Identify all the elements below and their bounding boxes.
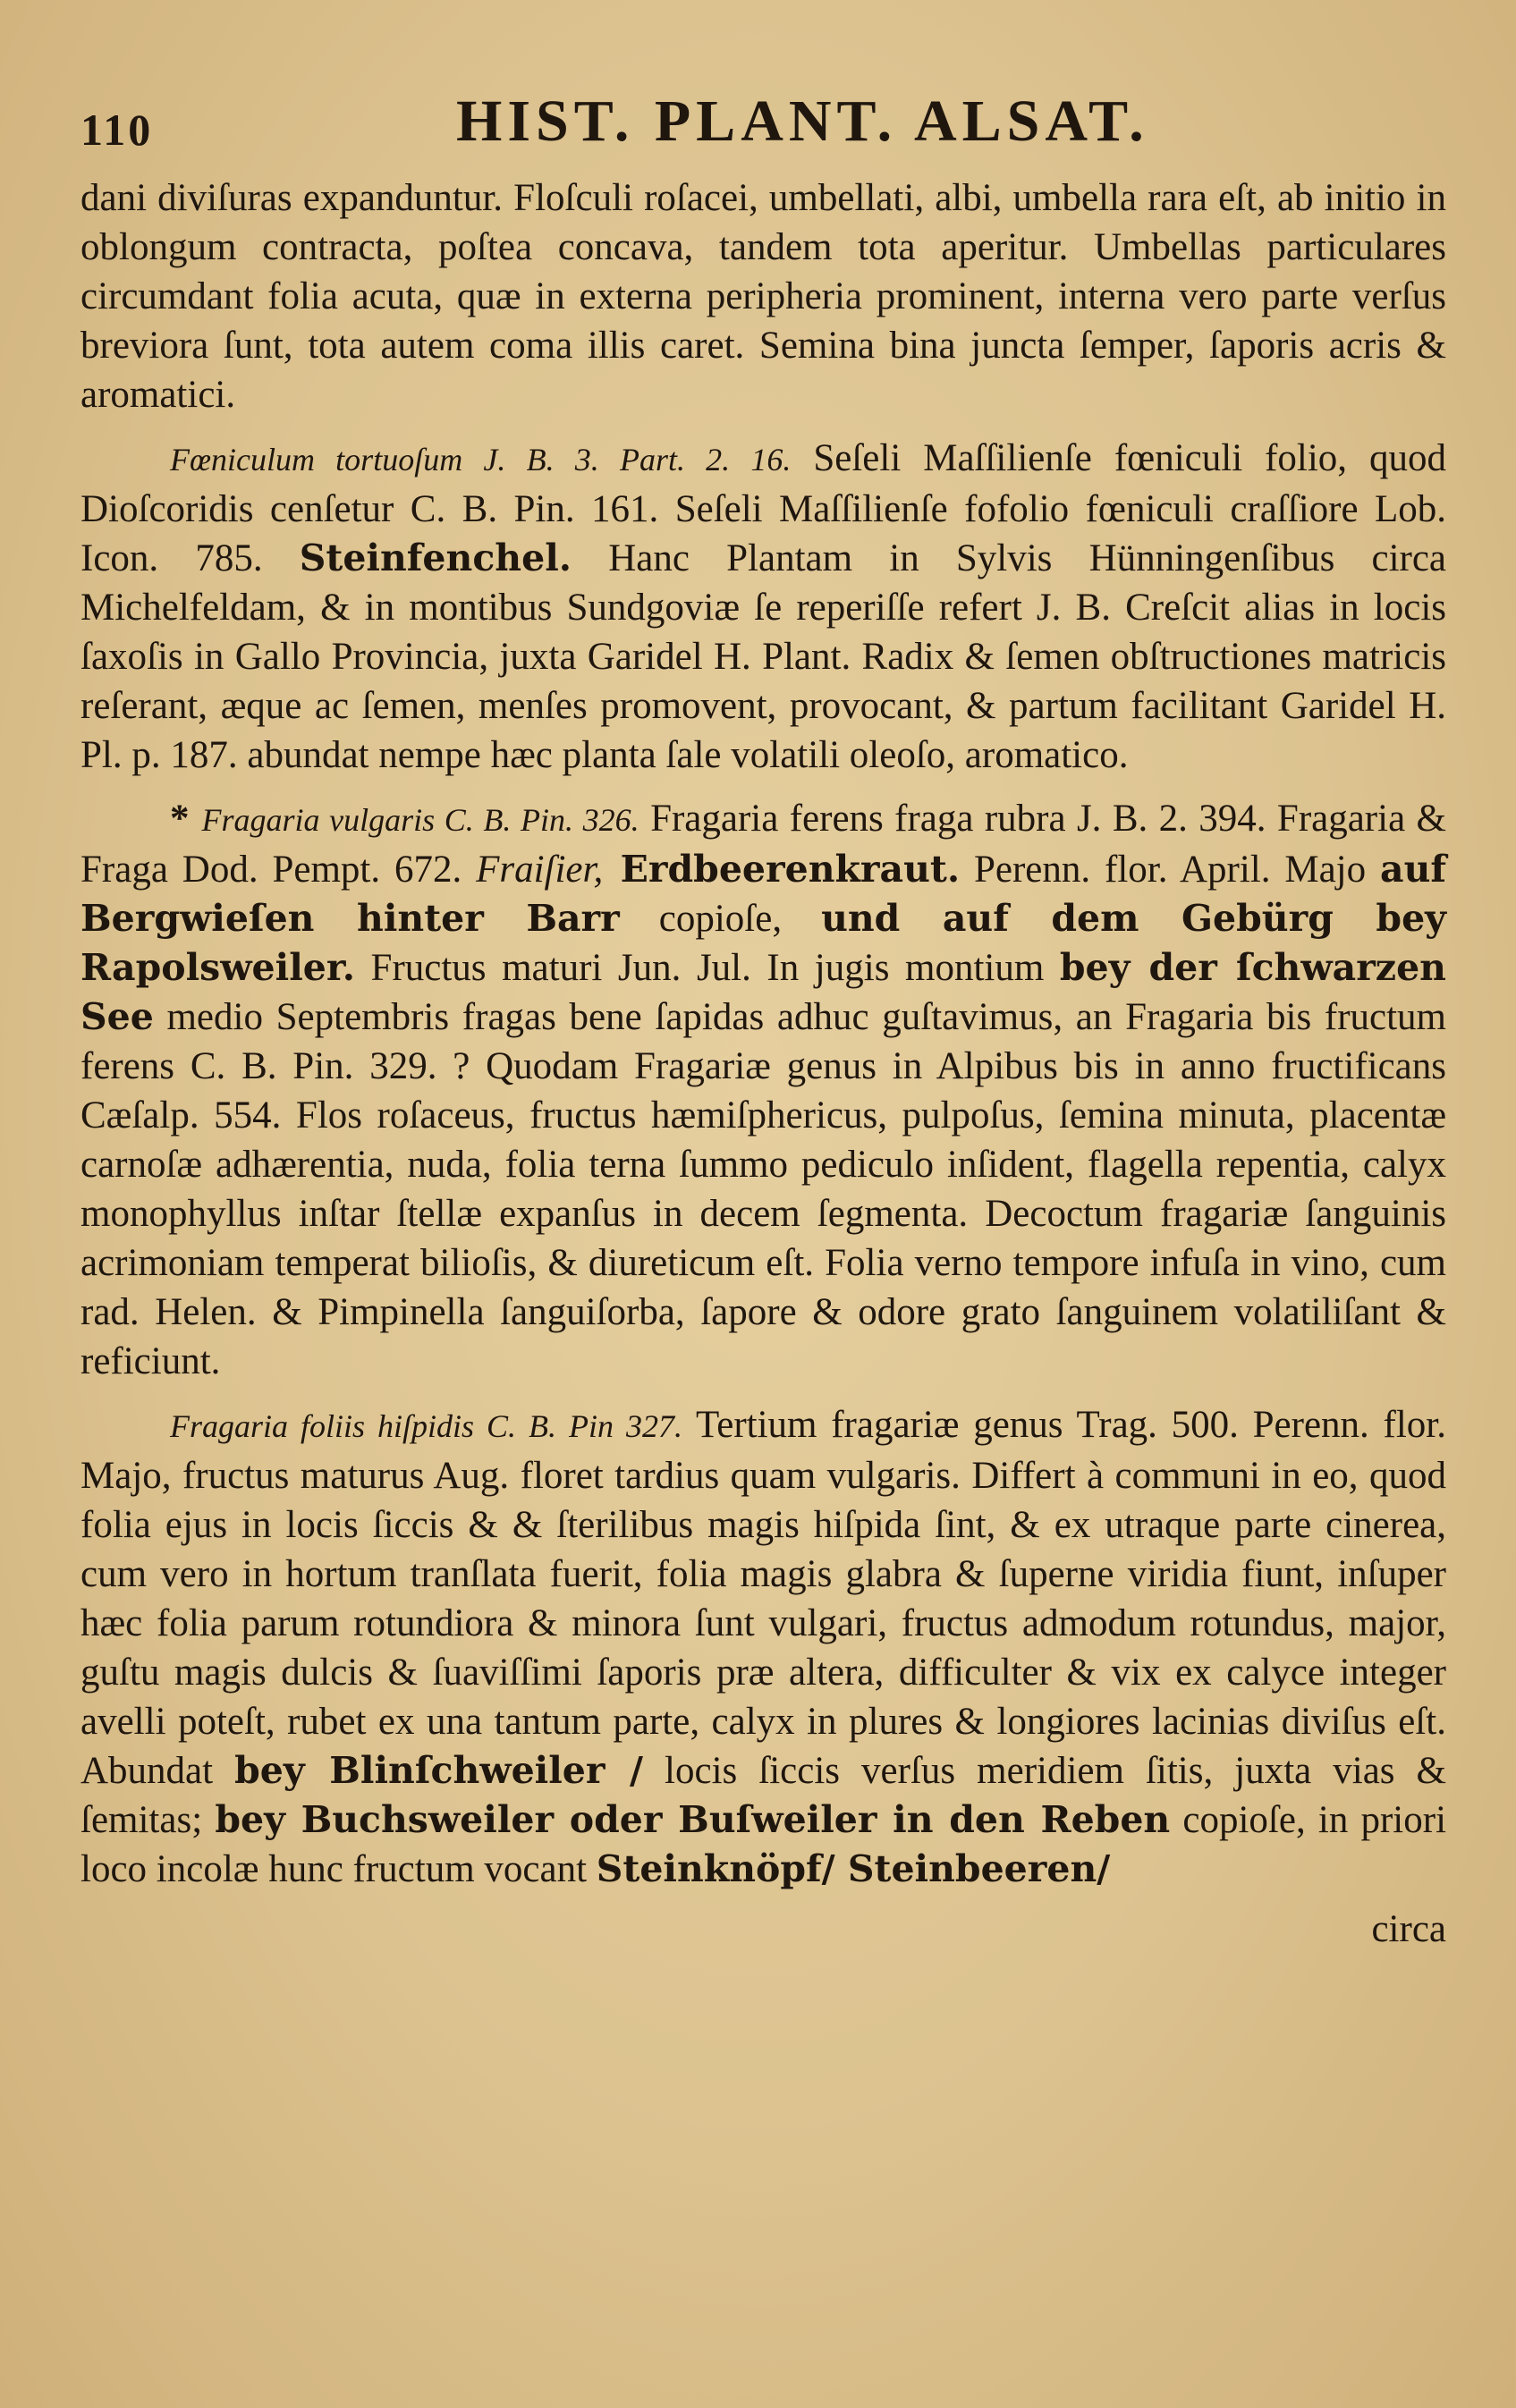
paragraph-text: Perenn. flor. April. Majo	[960, 849, 1380, 891]
paragraph-text: locis ſiccis verſus meridiem ſitis, juxta vias & ſemitas;	[80, 1750, 1446, 1841]
catchword: circa	[1371, 1908, 1446, 1950]
paragraph-fragaria-hispidis	[80, 1400, 1446, 1894]
paragraph-text: copioſe,	[619, 898, 822, 940]
german-locality: auf Bergwieſen hinter Barr	[80, 848, 1447, 940]
paragraph-text: copioſe, in priori loco incolæ hunc fructum vocant	[80, 1799, 1447, 1890]
paragraph-text: dani diviſuras expanduntur. Floſculi roſacei, umbellati, albi, umbella rara eſt, ab initio in oblongum contracta, poſtea concava, tandem tota aperitur. Umbellas particulares circumdant folia acuta, quæ in externa peripheria prominent, interna vero parte verſus breviora ſunt, tota autem coma illis caret. Semina bina juncta ſemper, ſaporis acris & aromatici.	[80, 177, 1446, 416]
german-locality: bey der ſchwarzen See	[80, 946, 1446, 1038]
page-number: 110	[80, 105, 154, 155]
running-title: HIST. PLANT. ALSAT.	[456, 89, 1149, 154]
german-name: Erdbeerenkraut.	[603, 848, 961, 891]
paragraph-umbel-description	[80, 173, 1446, 419]
paragraph-text: Fragaria ferens fraga rubra J. B. 2. 394. Fragaria & Fraga Dod. Pempt. 672.	[80, 798, 1446, 891]
paragraph-text: Tertium fragariæ genus Trag. 500. Perenn. flor. Majo, fructus maturus Aug. floret tardius quam vulgaris. Differt à communi in eo, quod folia ejus in locis ſiccis & & ſterilibus magis hiſpida ſint, & ex utraque parte cinerea, cum vero in hortum tranſlata fuerit, folia magis glabra & ſuperne viridia fiunt, inſuper hæc folia parum rotundiora & minora ſunt vulgari, fructus admodum rotundus, major, guſtu magis dulcis & ſuaviſſimi ſaporis præ altera, difficulter & vix ex calyce integer avelli poteſt, rubet ex una tantum parte, calyx in plures & longiores lacinias diviſus eſt. Abundat	[80, 1404, 1446, 1792]
paragraph-foeniculum	[80, 434, 1446, 780]
german-name: Steinknöpf/ Steinbeeren/	[596, 1847, 1111, 1890]
german-name: Steinfenchel.	[299, 537, 572, 579]
species-name: Fœniculum tortuoſum J. B. 3. Part. 2. 16.	[170, 442, 792, 477]
german-locality: und auf dem Gebürg bey Rapolsweiler.	[80, 897, 1446, 989]
paragraph-text: Seſeli Maſſilienſe fœniculi folio, quod Dioſcoridis cenſetur C. B. Pin. 161. Seſeli Maſſilienſe fofolio fœniculi craſſiore Lob. Icon. 785.	[80, 437, 1447, 579]
running-head	[80, 82, 1446, 154]
paragraph-text: Fructus maturi Jun. Jul. In jugis montium	[354, 947, 1060, 989]
species-name: Fragaria foliis hiſpidis C. B. Pin 327.	[170, 1408, 682, 1444]
paragraph-text: medio Septembris fragas bene ſapidas adhuc guſtavimus, an Fragaria bis fructum ferens C. B. Pin. 329. ? Quodam Fragariæ genus in Alpibus bis in anno fructificans Cæſalp. 554. Flos roſaceus, fructus hæmiſphericus, pulpoſus, ſemina minuta, placentæ carnoſæ adhærentia, nuda, folia terna ſummo pediculo inſident, flagella repentia, calyx monophyllus inſtar ſtellæ expanſus in decem ſegmenta. Decoctum fragariæ ſanguinis acrimoniam temperat bilioſis, & diureticum eſt. Folia verno tempore infuſa in vino, cum rad. Helen. & Pimpinella ſanguiſorba, ſapore & odore grato ſanguinem volatiliſant & reficiunt.	[80, 996, 1446, 1382]
german-locality: bey Buchsweiler oder Buſweiler in den Reben	[215, 1798, 1171, 1841]
paragraph-text: Hanc Plantam in Sylvis Hünningenſibus circa Michelfeldam, & in montibus Sundgoviæ ſe reperiſſe refert J. B. Creſcit alias in locis ſaxoſis in Gallo Provincia, juxta Garidel H. Plant. Radix & ſemen obſtructiones matricis reſerant, æque ac ſemen, menſes promovent, provocant, & partum facilitant Garidel H. Pl. p. 187. abundat nempe hæc planta ſale volatili oleoſo, aromatico.	[80, 537, 1447, 776]
species-name: Fragaria vulgaris C. B. Pin. 326.	[201, 802, 639, 838]
german-locality: bey Blinſchweiler /	[234, 1749, 644, 1792]
french-name: Fraiſier,	[476, 849, 604, 891]
paragraph-fragaria-vulgaris	[80, 794, 1446, 1386]
asterisk-mark: *	[170, 798, 190, 840]
